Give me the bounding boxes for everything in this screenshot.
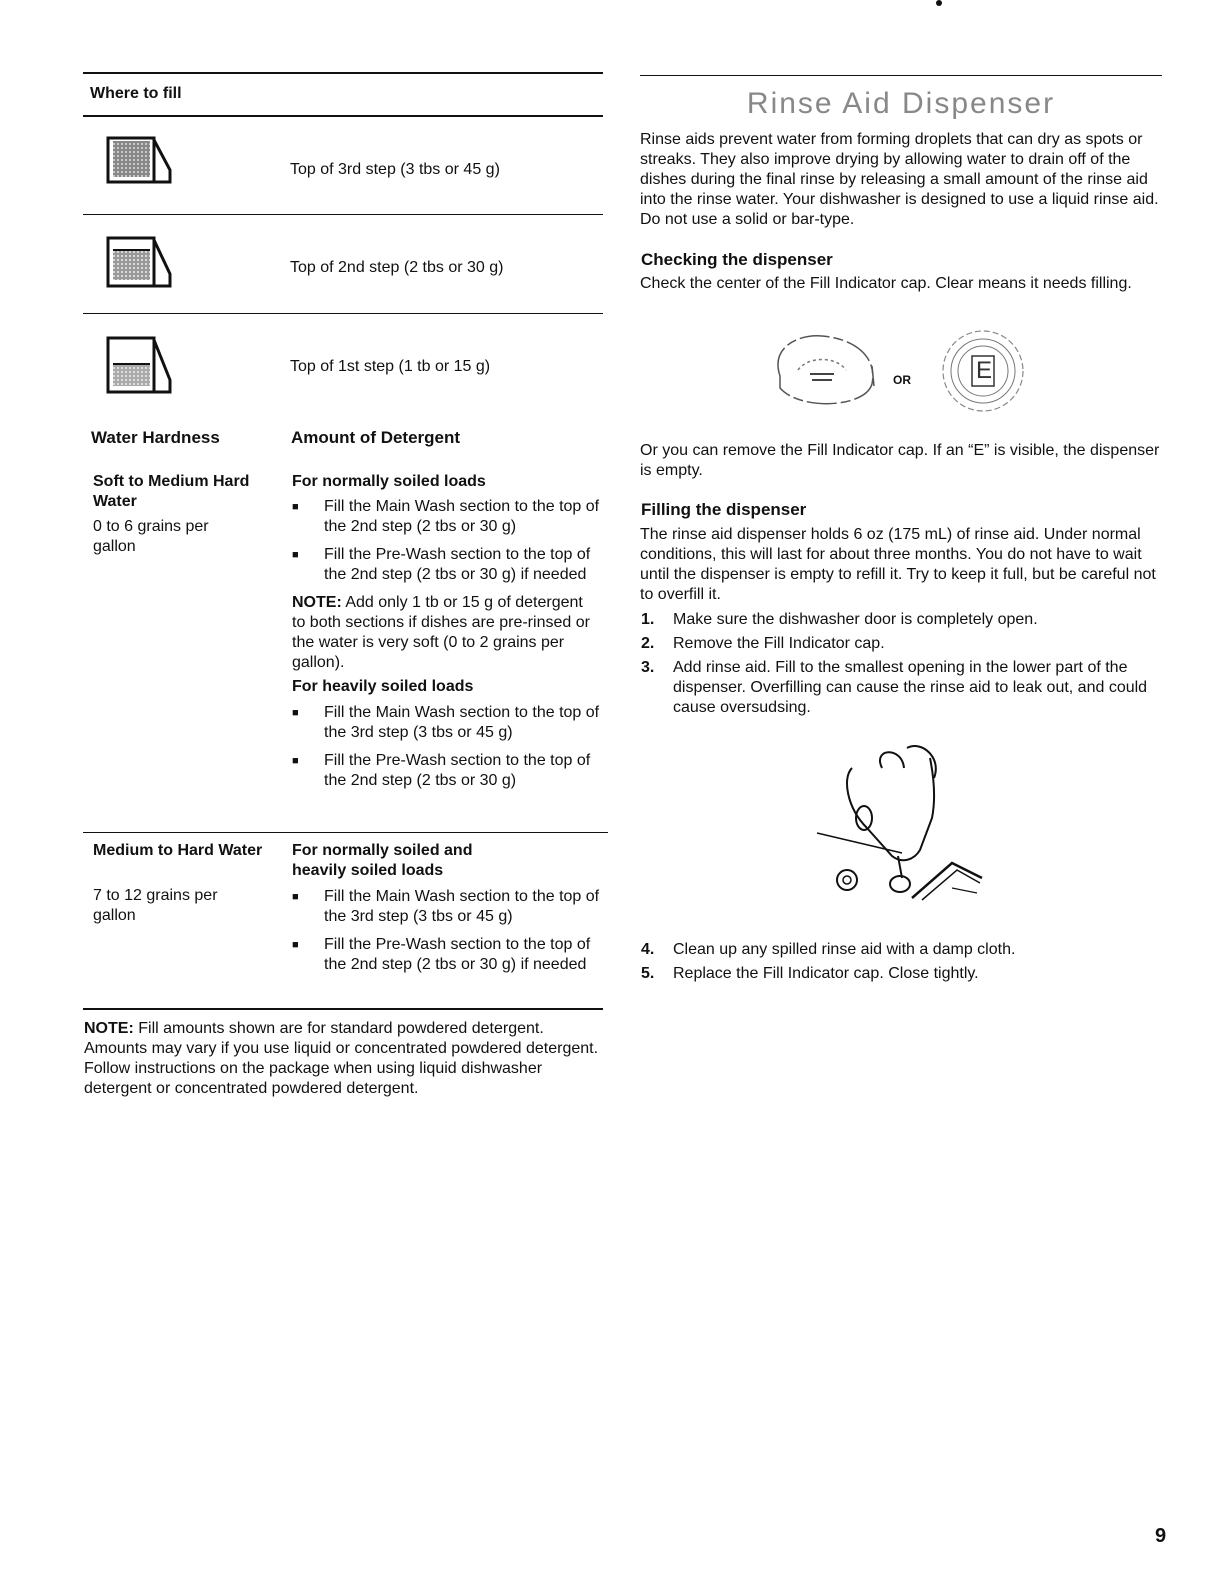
top-rule	[640, 75, 1162, 76]
rule	[83, 214, 603, 215]
list-item	[292, 751, 604, 791]
list-item	[641, 940, 1161, 960]
step-number: 1.	[641, 611, 655, 628]
normal-heavy-loads-title: For normally soiled and heavily soiled loads	[292, 842, 473, 879]
rule	[83, 313, 603, 314]
note-text: Add only 1 tb or 15 g of detergent to both sections if dishes are pre-rinsed or the water is very soft (0 to 2 grains per gallon).	[292, 594, 590, 671]
pouring-rinse-aid-icon	[812, 738, 992, 918]
step-text: Make sure the dishwasher door is completely open.	[673, 611, 1038, 628]
page-title: Rinse Aid Dispenser	[746, 87, 1056, 120]
list-item-text: Fill the Pre-Wash section to the top of the 2nd step (2 tbs or 30 g)	[324, 752, 591, 789]
hardness-title-soft: Soft to Medium Hard Water	[93, 473, 250, 510]
list-item-text: Fill the Main Wash section to the top of the 2nd step (2 tbs or 30 g)	[324, 498, 600, 535]
note-label: NOTE:	[292, 594, 342, 611]
fill-row-3-text: Top of 1st step (1 tb or 15 g)	[290, 358, 491, 375]
note-label: NOTE:	[84, 1020, 134, 1037]
e-letter: E	[976, 357, 993, 384]
checking-text: Check the center of the Fill Indicator cap. Clear means it needs filling.	[640, 275, 1132, 292]
rule	[83, 832, 608, 833]
rinse-aid-intro: Rinse aids prevent water from forming droplets that can dry as spots or streaks. They also improve drying by allowing water to drain off of the dishes during the final rinse by releasing a small amount of the rinse aid into the rinse water. Your dishwasher is designed to use a liquid rinse aid. Do not use a solid or bar-type.	[640, 131, 1159, 228]
soft-water-note	[292, 593, 592, 673]
steps-list-1	[641, 610, 1161, 722]
rule	[83, 115, 603, 117]
bullet-icon: ■	[292, 549, 299, 561]
remove-cap-text: Or you can remove the Fill Indicator cap. If an “E” is visible, the dispenser is empty.	[640, 442, 1160, 479]
bullet-icon: ■	[292, 891, 299, 903]
dispenser-full-icon	[104, 130, 174, 188]
list-item	[641, 658, 1161, 718]
page-number: 9	[1155, 1525, 1167, 1547]
list-item	[641, 610, 1161, 630]
step-number: 2.	[641, 635, 655, 652]
list-item-text: Fill the Main Wash section to the top of the 3rd step (3 tbs or 45 g)	[324, 888, 600, 925]
step-text: Replace the Fill Indicator cap. Close tightly.	[673, 965, 979, 982]
list-item-text: Fill the Main Wash section to the top of the 3rd step (3 tbs or 45 g)	[324, 704, 600, 741]
top-rule	[83, 72, 603, 74]
dispenser-low-icon	[104, 330, 174, 400]
list-item-text: Fill the Pre-Wash section to the top of the 2nd step (2 tbs or 30 g) if needed	[324, 546, 591, 583]
heavy-loads-title: For heavily soiled loads	[292, 678, 474, 695]
bullet-icon: ■	[292, 755, 299, 767]
bullet-icon: ■	[292, 501, 299, 513]
step-number: 4.	[641, 941, 655, 958]
hardness-desc-hard: 7 to 12 grains per gallon	[93, 887, 218, 924]
amount-of-detergent-header: Amount of Detergent	[291, 428, 461, 447]
rule	[83, 1008, 603, 1010]
list-item	[292, 703, 604, 743]
normal-loads-title: For normally soiled loads	[292, 473, 486, 490]
note-text: Fill amounts shown are for standard powdered detergent. Amounts may vary if you use liquid or concentrated powdered detergent. Follow instructions on the package when using liquid dishwasher detergent or concentrated powdered detergent.	[84, 1020, 599, 1097]
filling-heading: Filling the dispenser	[641, 500, 807, 519]
detergent-note	[84, 1019, 606, 1099]
fill-row-2-text: Top of 2nd step (2 tbs or 30 g)	[290, 259, 504, 276]
checking-heading: Checking the dispenser	[641, 250, 833, 269]
or-label: OR	[893, 373, 911, 387]
where-to-fill-heading: Where to fill	[90, 85, 182, 102]
list-item	[641, 634, 1161, 654]
step-number: 3.	[641, 659, 655, 676]
list-item	[292, 497, 604, 537]
hardness-desc-soft: 0 to 6 grains per gallon	[93, 518, 209, 555]
steps-list-2	[641, 940, 1161, 988]
list-item	[292, 887, 604, 927]
filling-text: The rinse aid dispenser holds 6 oz (175 mL) of rinse aid. Under normal conditions, this will last for about three months. You do not have to wait until the dispenser is empty to refill it. Try to keep it full, but be careful not to overfill it.	[640, 526, 1156, 603]
hardness-title-hard: Medium to Hard Water	[93, 842, 263, 859]
step-number: 5.	[641, 965, 655, 982]
list-item-text: Fill the Pre-Wash section to the top of the 2nd step (2 tbs or 30 g) if needed	[324, 936, 591, 973]
water-hardness-header: Water Hardness	[91, 428, 220, 447]
step-text: Remove the Fill Indicator cap.	[673, 635, 885, 652]
list-item	[641, 964, 1161, 984]
bullet-icon: ■	[292, 939, 299, 951]
dispenser-half-icon	[104, 230, 174, 292]
bullet-icon: ■	[292, 707, 299, 719]
detergent-amount-soft	[292, 472, 604, 791]
empty-indicator-e-icon	[928, 326, 1038, 416]
list-item	[292, 935, 604, 975]
step-text: Add rinse aid. Fill to the smallest opening in the lower part of the dispenser. Overfilling can cause the rinse aid to leak out, and could cause oversudsing.	[673, 659, 1148, 716]
fill-row-1-text: Top of 3rd step (3 tbs or 45 g)	[290, 161, 500, 178]
list-item	[292, 545, 604, 585]
detergent-amount-hard	[292, 841, 604, 975]
registration-mark	[936, 0, 942, 6]
fill-indicator-cap-icon	[760, 326, 890, 416]
step-text: Clean up any spilled rinse aid with a damp cloth.	[673, 941, 1016, 958]
